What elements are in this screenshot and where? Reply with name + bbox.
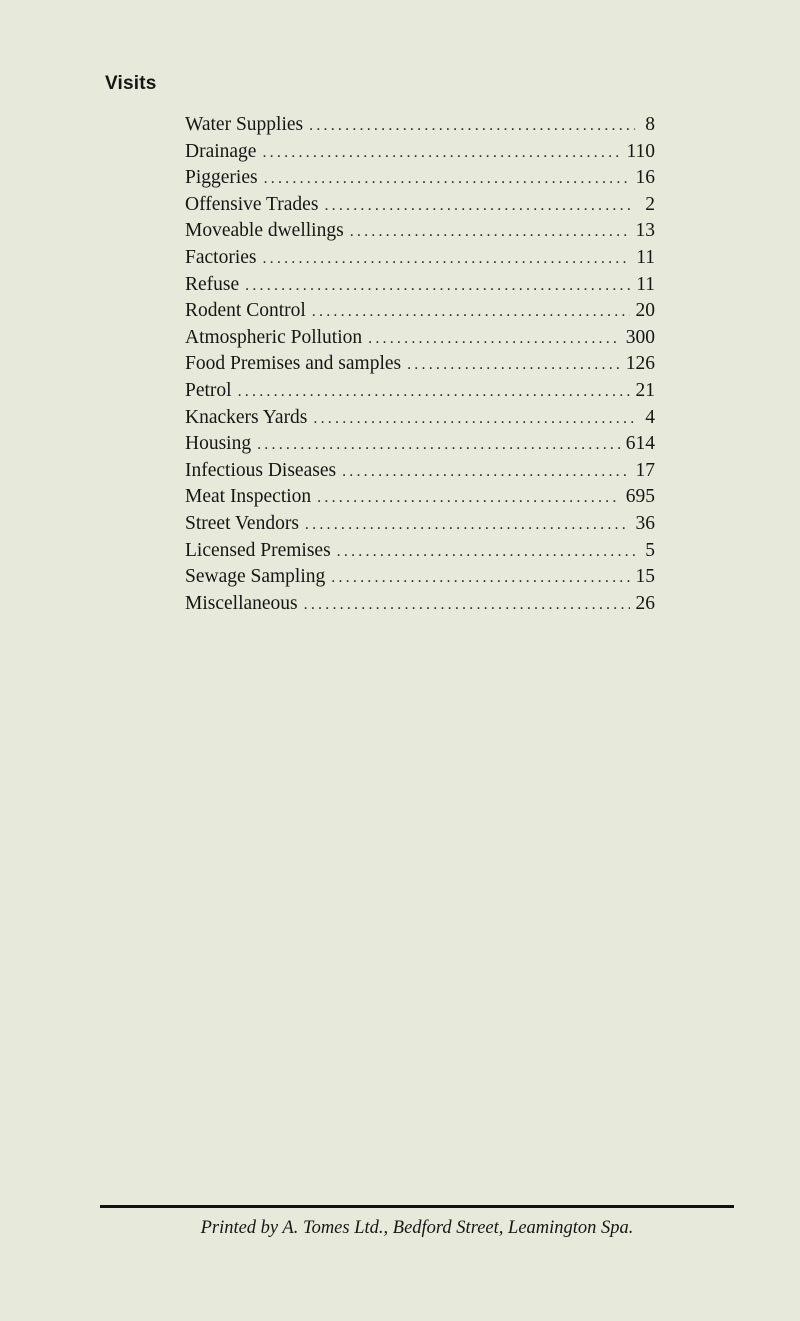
row-label: Factories [185, 246, 257, 268]
list-item [185, 245, 655, 272]
dot-leader [337, 539, 635, 566]
dot-leader [313, 406, 635, 433]
row-count: 11 [636, 246, 655, 268]
row-label: Petrol [185, 379, 232, 401]
row-label: Water Supplies [185, 114, 304, 135]
dot-leader [368, 326, 620, 353]
list-item [185, 458, 655, 485]
row-label: Miscellaneous [185, 592, 298, 614]
row-count: 17 [635, 459, 655, 481]
row-label: Rodent Control [185, 300, 306, 322]
list-item [185, 511, 655, 538]
row-count: 614 [625, 433, 655, 455]
dot-leader [309, 113, 635, 140]
row-label: Drainage [185, 140, 257, 162]
row-count: 15 [635, 566, 655, 588]
row-label: Knackers Yards [185, 406, 308, 428]
row-count: 20 [635, 300, 655, 322]
list-item [185, 564, 655, 591]
row-label: Street Vendors [185, 512, 299, 534]
row-count: 16 [635, 167, 655, 189]
row-count: 26 [635, 592, 655, 614]
row-count: 11 [636, 273, 655, 295]
list-item [185, 298, 655, 325]
list-item [185, 538, 655, 565]
printer-credit: Printed by A. Tomes Ltd., Bedford Street, Leamington Spa. [200, 1218, 634, 1238]
row-count: 8 [645, 114, 655, 135]
row-count: 5 [645, 539, 655, 561]
list-item [185, 192, 655, 219]
dot-leader [262, 140, 620, 167]
dot-leader [264, 166, 630, 193]
dot-leader [312, 299, 630, 326]
row-count: 13 [635, 220, 655, 242]
list-item [185, 484, 655, 511]
list-item [185, 431, 655, 458]
dot-leader [317, 485, 620, 512]
list-item [185, 165, 655, 192]
row-count: 126 [625, 353, 655, 375]
row-label: Atmospheric Pollution [185, 326, 363, 348]
dot-leader [342, 459, 629, 486]
row-count: 4 [645, 406, 655, 428]
row-label: Moveable dwellings [185, 220, 344, 242]
row-count: 695 [625, 486, 655, 508]
list-item [185, 272, 655, 299]
page-title: Visits [105, 73, 157, 94]
list-item [185, 139, 655, 166]
list-item [185, 378, 655, 405]
row-label: Offensive Trades [185, 193, 319, 215]
dot-leader [305, 512, 630, 539]
row-label: Licensed Premises [185, 539, 331, 561]
list-item [185, 218, 655, 245]
row-label: Refuse [185, 273, 240, 295]
row-label: Housing [185, 433, 252, 455]
dot-leader [257, 432, 620, 459]
dot-leader [245, 273, 630, 300]
footer-rule [100, 1205, 734, 1208]
row-label: Piggeries [185, 167, 258, 189]
list-item [185, 591, 655, 618]
row-count: 2 [645, 193, 655, 215]
list-item [185, 325, 655, 352]
dot-leader [350, 219, 630, 246]
row-label: Meat Inspection [185, 486, 312, 508]
list-item [185, 405, 655, 432]
dot-leader [238, 379, 630, 406]
row-count: 300 [625, 326, 655, 348]
row-label: Food Premises and samples [185, 353, 402, 375]
dot-leader [304, 592, 630, 619]
dot-leader [324, 193, 635, 220]
row-label: Infectious Diseases [185, 459, 337, 481]
row-count: 36 [635, 512, 655, 534]
dot-leader [262, 246, 630, 273]
row-count: 21 [635, 379, 655, 401]
list-item [185, 351, 655, 378]
list-item [185, 112, 655, 139]
dot-leader [407, 352, 620, 379]
row-label: Sewage Sampling [185, 566, 326, 588]
dot-leader [331, 565, 629, 592]
row-count: 110 [626, 140, 655, 162]
visits-list [185, 112, 655, 617]
